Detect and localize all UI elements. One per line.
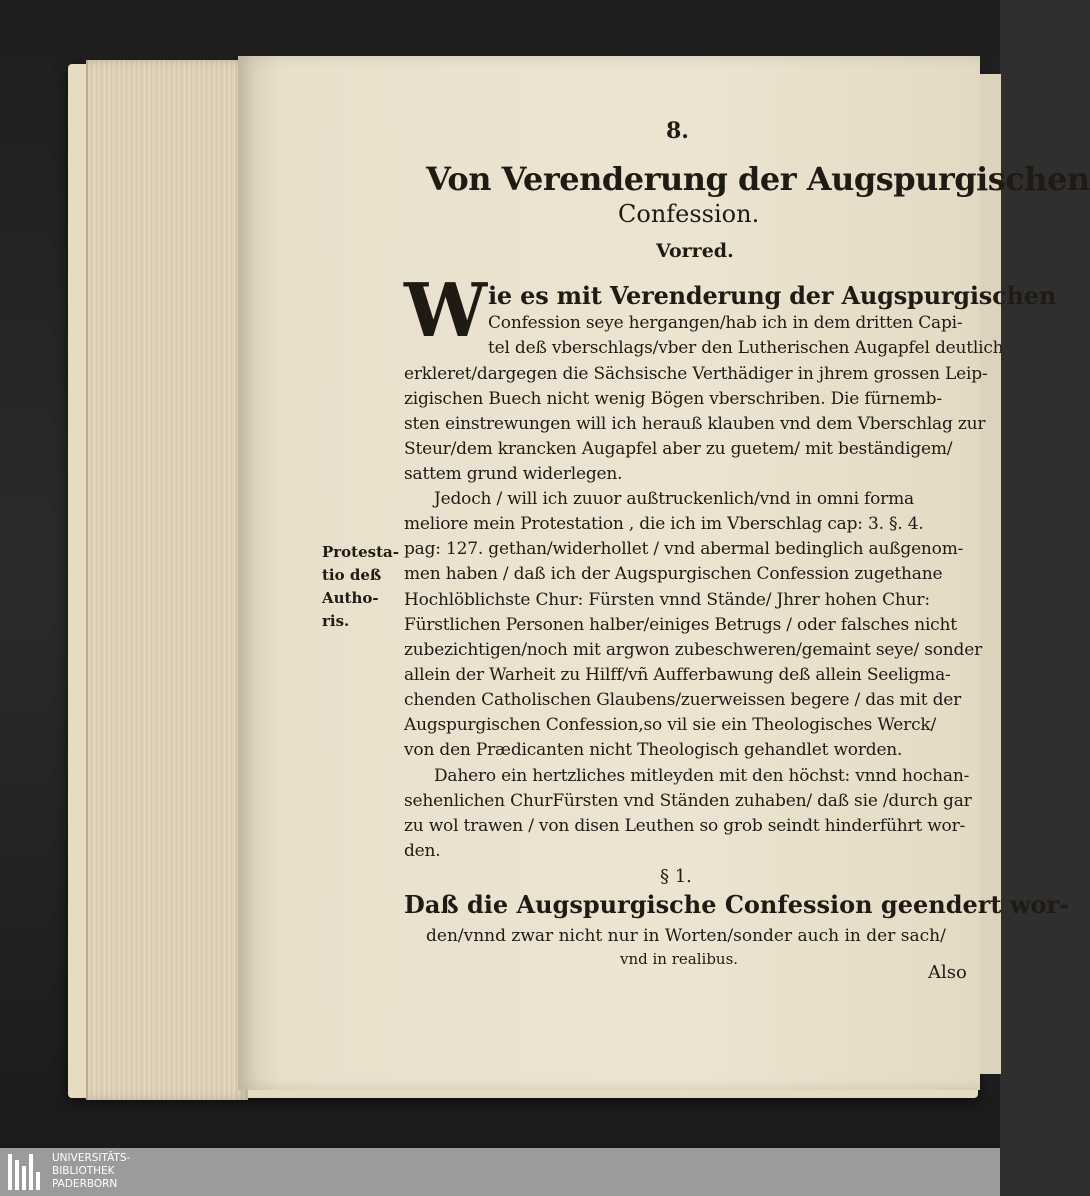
library-name-line: PADERBORN	[52, 1178, 118, 1190]
page-edges	[86, 60, 248, 1100]
text-line: Dahero ein hertzliches mitleyden mit den höchst: vnnd hochan-	[434, 766, 970, 786]
text-line: zigischen Buech nicht wenig Bögen vberschriben. Die fürnemb-	[404, 389, 942, 409]
library-footer-bar	[0, 1148, 1000, 1196]
text-line: Confession seye hergangen/hab ich in dem dritten Capi-	[488, 313, 963, 333]
page-number: 8.	[666, 118, 689, 144]
text-line: den.	[404, 841, 441, 861]
library-logo-icon	[8, 1154, 44, 1190]
chapter-title: Von Verenderung der Augspurgischen	[426, 160, 1090, 198]
decorated-initial: W	[404, 268, 488, 354]
text-line: Steur/dem krancken Augapfel aber zu guetem/ mit beständigem/	[404, 439, 953, 459]
margin-note-line: Protesta-	[322, 543, 399, 561]
text-line: zu wol trawen / von disen Leuthen so grob seindt hinderführt wor-	[404, 816, 966, 836]
section-heading: Daß die Augspurgische Confession geendert wor-	[404, 890, 1070, 919]
library-name-line: BIBLIOTHEK	[52, 1165, 115, 1177]
text-line: pag: 127. gethan/widerhollet / vnd abermal bedinglich außgenom-	[404, 539, 964, 559]
text-line: men haben / daß ich der Augspurgischen Confession zugethane	[404, 564, 943, 584]
margin-note-line: ris.	[322, 612, 350, 630]
text-line: von den Prædicanten nicht Theologisch gehandlet worden.	[404, 740, 903, 760]
text-line: sehenlichen ChurFürsten vnd Ständen zuhaben/ daß sie /durch gar	[404, 791, 972, 811]
margin-note-line: Autho-	[322, 589, 379, 607]
section-heading-line2: den/vnnd zwar nicht nur in Worten/sonder auch in der sach/	[426, 926, 946, 946]
catchword: Also	[928, 962, 967, 983]
text-line: allein der Warheit zu Hilff/vñ Aufferbawung deß allein Seeligma-	[404, 665, 951, 685]
text-line: ie es mit Verenderung der Augspurgischen	[488, 281, 1057, 310]
chapter-title-line2: Confession.	[618, 200, 760, 228]
text-line: Fürstlichen Personen halber/einiges Betrugs / oder falsches nicht	[404, 615, 957, 635]
text-line: zubezichtigen/noch mit argwon zubeschweren/gemaint seye/ sonder	[404, 640, 983, 660]
text-line: meliore mein Protestation , die ich im Vberschlag cap: 3. §. 4.	[404, 514, 924, 534]
margin-note-line: tio deß	[322, 566, 382, 584]
text-line: tel deß vberschlags/vber den Lutherischen Augapfel deutlich	[488, 338, 1004, 358]
library-name-line: UNIVERSITÄTS-	[52, 1152, 131, 1164]
library-name	[52, 1152, 130, 1191]
text-line: Augspurgischen Confession,so vil sie ein Theologisches Werck/	[404, 715, 937, 735]
text-line: chenden Catholischen Glaubens/zuerweissen begere / das mit der	[404, 690, 962, 710]
preface-heading: Vorred.	[656, 240, 734, 262]
text-line: Jedoch / will ich zuuor außtruckenlich/vnd in omni forma	[434, 489, 914, 509]
section-heading-line3: vnd in realibus.	[620, 950, 739, 968]
section-mark: § 1.	[660, 866, 692, 887]
text-line: Hochlöblichste Chur: Fürsten vnnd Stände/ Jhrer hohen Chur:	[404, 590, 930, 610]
text-line: sattem grund widerlegen.	[404, 464, 623, 484]
text-line: sten einstrewungen will ich herauß klauben vnd dem Vberschlag zur	[404, 414, 986, 434]
text-line: erkleret/dargegen die Sächsische Verthädiger in jhrem grossen Leip-	[404, 364, 988, 384]
